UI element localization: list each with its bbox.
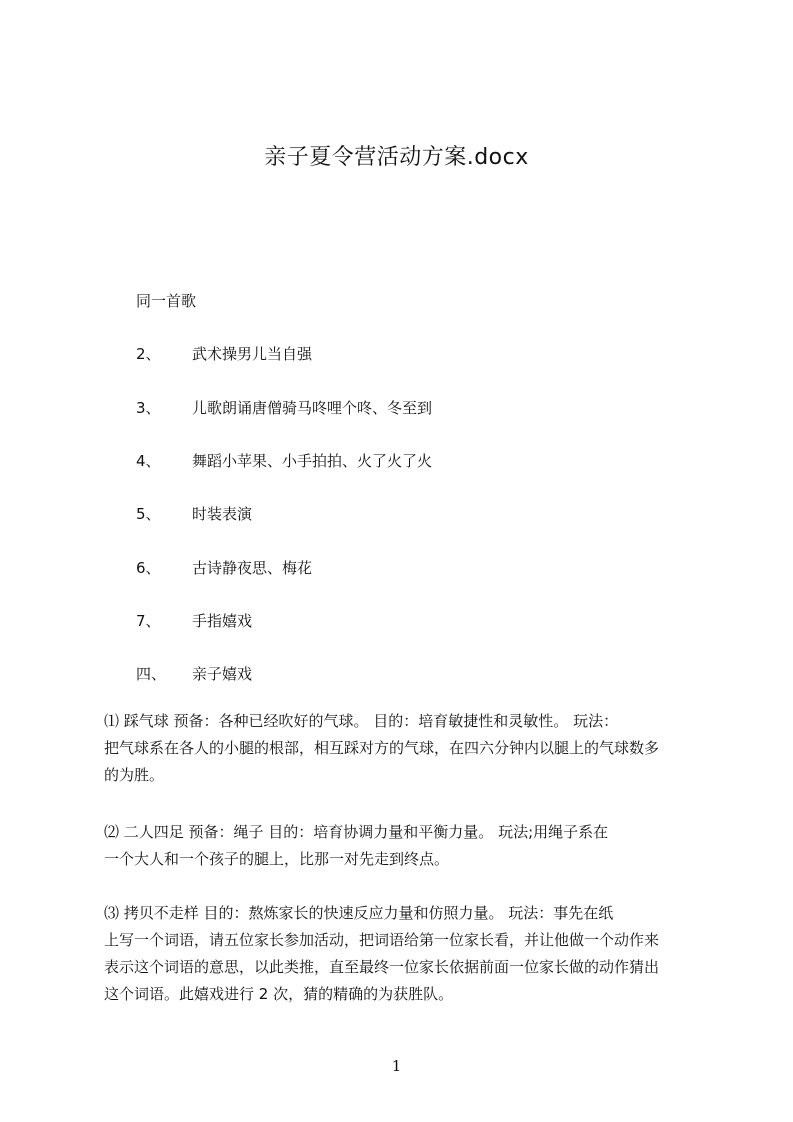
- paragraph-line: 表示这个词语的意思，以此类推，直至最终一位家长依据前面一位家长做的动作猜出: [104, 958, 660, 976]
- paragraph-line: 一个大人和一个孩子的腿上，比那一对先走到终点。: [104, 850, 450, 868]
- section-heading: 亲子嬉戏: [192, 665, 253, 683]
- paragraph-line: 的为胜。: [104, 766, 165, 784]
- program-item-text: 时装表演: [192, 505, 253, 523]
- program-item-text: 手指嬉戏: [192, 612, 253, 630]
- program-item-number: 3、: [136, 399, 161, 417]
- paragraph-line: 这个词语。此嬉戏进行 2 次，猜的精确的为获胜队。: [104, 985, 454, 1003]
- program-item-number: 7、: [136, 612, 161, 630]
- game-paragraph-copy-charade: [104, 900, 704, 1008]
- paragraph-line: ⑶ 拷贝不走样 目的：熬炼家长的快速反应力量和仿照力量。 玩法：事先在纸: [104, 904, 614, 922]
- program-item-text: 儿歌朗诵唐僧骑马咚哩个咚、冬至到: [192, 399, 433, 417]
- program-item-number: 5、: [136, 505, 161, 523]
- section-number: 四、: [136, 665, 167, 683]
- paragraph-line: 把气球系在各人的小腿的根部，相互踩对方的气球，在四六分钟内以腿上的气球数多: [104, 739, 660, 757]
- program-item-number: 4、: [136, 452, 161, 470]
- program-item-number: 6、: [136, 559, 161, 577]
- program-item-text: 舞蹈小苹果、小手拍拍、火了火了火: [192, 452, 433, 470]
- game-paragraph-stomp-balloon: [104, 708, 704, 789]
- program-item-number: 2、: [136, 345, 161, 363]
- page-number: 1: [391, 1057, 402, 1075]
- game-paragraph-three-legged: [104, 819, 704, 873]
- program-item-text: 古诗静夜思、梅花: [192, 559, 313, 577]
- program-item-text: 武术操男儿当自强: [192, 345, 313, 363]
- document-title: 亲子夏令营活动方案.docx: [264, 145, 529, 170]
- intro-line: 同一首歌: [136, 292, 197, 310]
- paragraph-line: ⑵ 二人四足 预备：绳子 目的：培育协调力量和平衡力量。 玩法;用绳子系在: [104, 823, 609, 841]
- paragraph-line: ⑴ 踩气球 预备：各种已经吹好的气球。 目的：培育敏捷性和灵敏性。 玩法：: [104, 712, 619, 730]
- paragraph-line: 上写一个词语，请五位家长参加活动，把词语给第一位家长看，并让他做一个动作来: [104, 931, 660, 949]
